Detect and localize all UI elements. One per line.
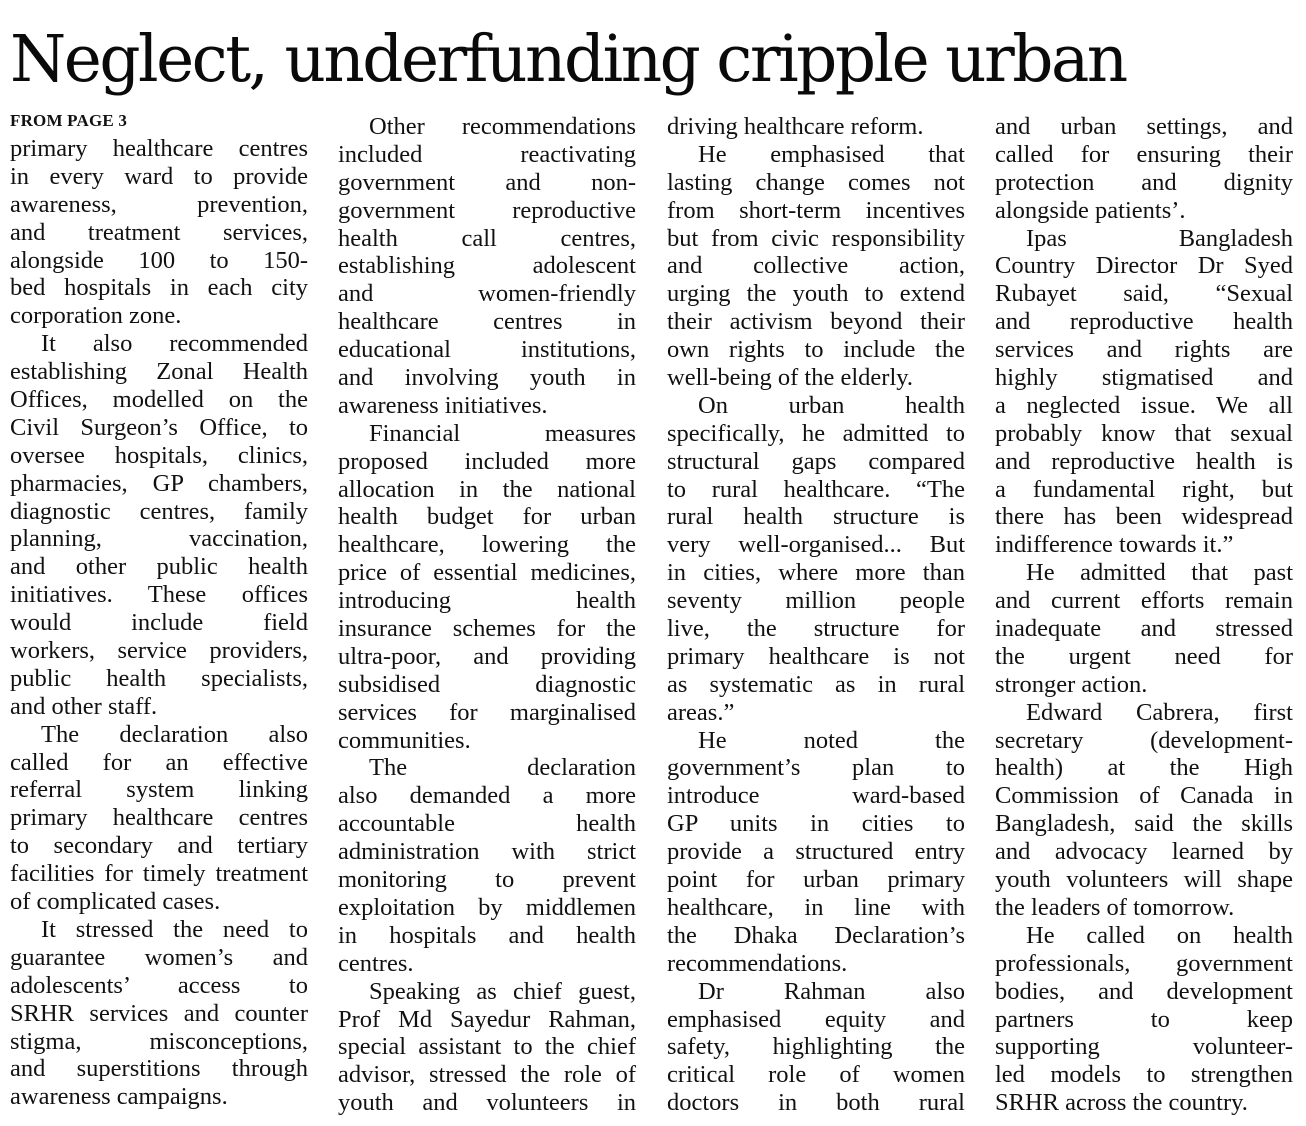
article-line: supporting volunteer- [995, 1033, 1293, 1061]
article-line: Financial measures [369, 419, 636, 447]
article-line: and collective action, [667, 252, 965, 280]
article-line: critical role of women [667, 1061, 965, 1089]
article-line: awareness initiatives. [338, 391, 548, 419]
article-line: introduce ward-based [667, 782, 965, 810]
article-line: and other public health [10, 553, 308, 581]
article-line: and superstitions through [10, 1055, 308, 1083]
article-line: areas.” [667, 698, 735, 726]
article-line: Civil Surgeon’s Office, to [10, 413, 308, 441]
article-line: very well-organised... But [667, 531, 965, 559]
article-line: led models to strengthen [995, 1061, 1293, 1089]
article-line: urging the youth to extend [667, 280, 965, 308]
article-line: adolescents’ access to [10, 971, 308, 999]
article-line: bodies, and development [995, 977, 1293, 1005]
article-line: youth volunteers will shape [995, 866, 1293, 894]
article-line: and treatment services, [10, 218, 308, 246]
article-line: primary healthcare is not [667, 642, 965, 670]
article-line: partners to keep [995, 1005, 1293, 1033]
article-line: the Dhaka Declaration’s [667, 921, 965, 949]
article-line: SRHR services and counter [10, 999, 308, 1027]
article-line: the leaders of tomorrow. [995, 893, 1235, 921]
article-line: structural gaps compared [667, 447, 965, 475]
article-line: called for an effective [10, 748, 308, 776]
article-line: own rights to include the [667, 336, 965, 364]
article-line: indifference towards it.” [995, 531, 1234, 559]
article-line: and other staff. [10, 692, 158, 720]
article-line: Bangladesh, said the skills [995, 810, 1293, 838]
article-line: and urban settings, and [995, 113, 1293, 140]
article-line: GP units in cities to [667, 810, 965, 838]
article-line: health budget for urban [338, 503, 636, 531]
article-line: government’s plan to [667, 754, 965, 782]
article-line: point for urban primary [667, 866, 965, 894]
article-line: Prof Md Sayedur Rahman, [338, 1005, 636, 1033]
article-line: accountable health [338, 810, 636, 838]
article-line: It stressed the need to [41, 915, 308, 943]
article-line: healthcare centres in [338, 308, 636, 336]
article-line: and current efforts remain [995, 587, 1293, 615]
jump-label: FROM PAGE 3 [10, 111, 128, 130]
article-line: insurance schemes for the [338, 615, 636, 643]
article-line: price of essential medicines, [338, 559, 636, 587]
article-line: facilities for timely treatment [10, 860, 308, 888]
article-line: the urgent need for [995, 642, 1293, 670]
article-line: introducing health [338, 587, 636, 615]
article-line: but from civic responsibility [667, 224, 965, 252]
article-line: specifically, he admitted to [667, 419, 965, 447]
article-line: emphasised equity and [667, 1005, 965, 1033]
article-line: educational institutions, [338, 336, 636, 364]
article-line: also demanded a more [338, 782, 636, 810]
article-line: their activism beyond their [667, 308, 965, 336]
article-line: included reactivating [338, 140, 636, 168]
article-line: awareness campaigns. [10, 1083, 228, 1111]
article-line: youth and volunteers in [338, 1089, 636, 1117]
article-line: administration with strict [338, 838, 636, 866]
article-line: oversee hospitals, clinics, [10, 441, 308, 469]
article-line: would include field [10, 609, 308, 637]
article-line: doctors in both rural [667, 1089, 965, 1117]
article-line: monitoring to prevent [338, 866, 636, 894]
article-line: live, the structure for [667, 615, 965, 643]
article-line: corporation zone. [10, 302, 182, 330]
article-line: inadequate and stressed [995, 615, 1293, 643]
article-line: called for ensuring their [995, 140, 1293, 168]
article-column-1 [10, 110, 308, 1122]
article-line: health) at the High [995, 754, 1293, 782]
article-line: health call centres, [338, 224, 636, 252]
article-line: He noted the [698, 726, 965, 754]
article-line: exploitation by middlemen [338, 893, 636, 921]
article-line: It also recommended [41, 330, 308, 358]
article-line: secretary (development- [995, 726, 1293, 754]
article-line: ultra-poor, and providing [338, 642, 636, 670]
article-line: He emphasised that [698, 140, 965, 168]
article-line: Commission of Canada in [995, 782, 1293, 810]
article-line: special assistant to the chief [338, 1033, 636, 1061]
article-line: diagnostic centres, family [10, 497, 308, 525]
article-line: a fundamental right, but [995, 475, 1293, 503]
article-line: The declaration [369, 754, 636, 782]
article-line: probably know that sexual [995, 419, 1293, 447]
headline: Neglect, underfunding cripple urban [10, 22, 1126, 97]
article-line: there has been widespread [995, 503, 1293, 531]
article-line: and reproductive health is [995, 447, 1293, 475]
article-line: services and rights are [995, 336, 1293, 364]
article-line: He called on health [1026, 921, 1293, 949]
article-line: highly stigmatised and [995, 364, 1293, 392]
article-line: The declaration also [41, 720, 308, 748]
article-line: centres. [338, 949, 414, 977]
article-line: On urban health [698, 391, 965, 419]
article-line: public health specialists, [10, 664, 308, 692]
article-line: in every ward to provide [10, 162, 308, 190]
article-line: communities. [338, 726, 471, 754]
article-line: alongside 100 to 150- [10, 246, 308, 274]
article-line: pharmacies, GP chambers, [10, 469, 308, 497]
article-line: in hospitals and health [338, 921, 636, 949]
article-line: advisor, stressed the role of [338, 1061, 636, 1089]
article-line: planning, vaccination, [10, 525, 308, 553]
article-line: guarantee women’s and [10, 943, 308, 971]
article-line: seventy million people [667, 587, 965, 615]
article-line: SRHR across the country. [995, 1089, 1248, 1117]
article-line: safety, highlighting the [667, 1033, 965, 1061]
article-line: stigma, misconceptions, [10, 1027, 308, 1055]
article-line: Ipas Bangladesh [1026, 224, 1293, 252]
article-line: to secondary and tertiary [10, 832, 308, 860]
article-line: He admitted that past [1026, 559, 1293, 587]
article-line: Rubayet said, “Sexual [995, 280, 1293, 308]
article-line: subsidised diagnostic [338, 670, 636, 698]
article-line: to rural healthcare. “The [667, 475, 965, 503]
article-line: as systematic as in rural [667, 670, 965, 698]
article-line: and women-friendly [338, 280, 636, 308]
article-line: government reproductive [338, 196, 636, 224]
article-column-3 [667, 110, 965, 1122]
article-line: Country Director Dr Syed [995, 252, 1293, 280]
article-line: of complicated cases. [10, 888, 221, 916]
article-line: and reproductive health [995, 308, 1293, 336]
article-line: establishing Zonal Health [10, 358, 308, 386]
article-line: alongside patients’. [995, 196, 1186, 224]
article-line: stronger action. [995, 670, 1148, 698]
article-line: healthcare, in line with [667, 893, 965, 921]
article-line: provide a structured entry [667, 838, 965, 866]
article-line: Offices, modelled on the [10, 386, 308, 414]
article-line: awareness, prevention, [10, 190, 308, 218]
article-line: rural health structure is [667, 503, 965, 531]
article-line: Speaking as chief guest, [369, 977, 636, 1005]
article-line: primary healthcare centres [10, 804, 308, 832]
article-line: from short-term incentives [667, 196, 965, 224]
article-line: healthcare, lowering the [338, 531, 636, 559]
article-line: bed hospitals in each city [10, 274, 308, 302]
article-line: professionals, government [995, 949, 1293, 977]
article-line: a neglected issue. We all [995, 391, 1293, 419]
article-line: and involving youth in [338, 364, 636, 392]
article-line: lasting change comes not [667, 168, 965, 196]
article-line: proposed included more [338, 447, 636, 475]
article-line: establishing adolescent [338, 252, 636, 280]
article-line: recommendations. [667, 949, 848, 977]
article-line: protection and dignity [995, 168, 1293, 196]
article-line: Edward Cabrera, first [1026, 698, 1293, 726]
article-line: government and non- [338, 168, 636, 196]
article-line: Dr Rahman also [698, 977, 965, 1005]
article-line: Other recommendations [369, 113, 636, 140]
article-line: primary healthcare centres [10, 135, 308, 162]
article-line: workers, service providers, [10, 637, 308, 665]
article-line: driving healthcare reform. [667, 113, 924, 140]
article-line: allocation in the national [338, 475, 636, 503]
article-line: referral system linking [10, 776, 308, 804]
article-line: well-being of the elderly. [667, 364, 914, 392]
article-line: and advocacy learned by [995, 838, 1293, 866]
article-line: services for marginalised [338, 698, 636, 726]
article-column-2 [338, 110, 636, 1122]
article-line: in cities, where more than [667, 559, 965, 587]
article-column-4 [995, 110, 1293, 1122]
article-line: initiatives. These offices [10, 581, 308, 609]
